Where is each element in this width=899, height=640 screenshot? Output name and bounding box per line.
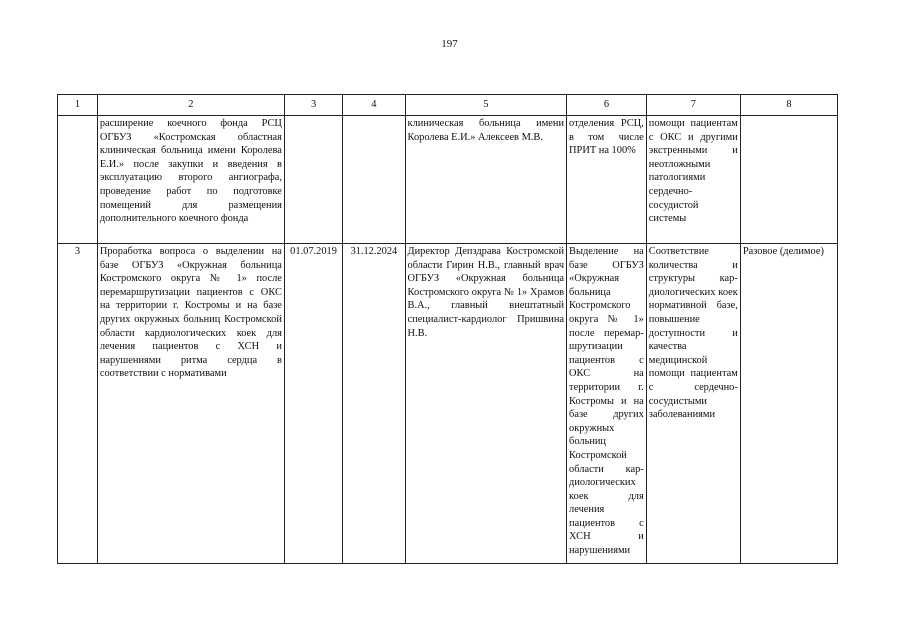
end-date-cell [343, 116, 405, 244]
header-cell: 2 [97, 95, 284, 116]
header-cell: 4 [343, 95, 405, 116]
result-cell: отделения РСЦ, в том числе ПРИТ на 100% [567, 116, 647, 244]
row-number-cell [58, 116, 98, 244]
header-cell: 3 [284, 95, 342, 116]
responsible-cell: Директор Депздрава Костромской области Гирин Н.В., главный врач ОГБУЗ «Окружная больница Костромского округа № 1» Храмов В.А., главный внештатный специалист-кардиолог Пришвина Н.В. [405, 244, 567, 564]
result-cell: Выделение на базе ОГБУЗ «Окружная больница Костромского округа № 1» после перемар-шрутизации пациентов с ОКС на территории г. Костромы и на базе других окружных больниц Костромской области кар-диологических коек для лечения пациентов с ХСН и нарушениями [567, 244, 647, 564]
periodicity-cell: Разовое (делимое) [740, 244, 837, 564]
action-plan-table [57, 94, 838, 564]
page-number: 197 [441, 38, 458, 50]
activity-cell: расширение коечного фонда РСЦ ОГБУЗ «Костромская областная клиническая больница имени Королева Е.И.» после закупки и введения в эксплуатацию второго ангиографа, проведение работ по подготовке помещений для размещения дополнительного коечного фонда [97, 116, 284, 244]
characteristic-cell: помощи пациентам с ОКС и другими экстренными и неотложными патологиями сердечно-сосудистой системы [646, 116, 740, 244]
row-number-cell: 3 [58, 244, 98, 564]
activity-cell: Проработка вопроса о выделении на базе ОГБУЗ «Окружная больница Костромского округа № 1» после перемаршрутизации пациентов с ОКС на территории г. Костромы и на базе других окружных больниц Костромской области кардиологических коек для лечения пациентов с ХСН и нарушениями ритма сердца в соответствии с нормативами [97, 244, 284, 564]
end-date-cell: 31.12.2024 [343, 244, 405, 564]
start-date-cell: 01.07.2019 [284, 244, 342, 564]
responsible-cell: клиническая больница имени Королева Е.И.» Алексеев М.В. [405, 116, 567, 244]
table-row [58, 244, 838, 564]
header-cell: 7 [646, 95, 740, 116]
table-row [58, 116, 838, 244]
characteristic-cell: Соответствие количества и структуры кар-диологических коек нормативной базе, повышение доступности и качества медицинской помощи пациентам с сердечно-сосудистыми заболеваниями [646, 244, 740, 564]
header-cell: 6 [567, 95, 647, 116]
start-date-cell [284, 116, 342, 244]
table-header-row [58, 95, 838, 116]
header-cell: 8 [740, 95, 837, 116]
periodicity-cell [740, 116, 837, 244]
header-cell: 1 [58, 95, 98, 116]
header-cell: 5 [405, 95, 567, 116]
